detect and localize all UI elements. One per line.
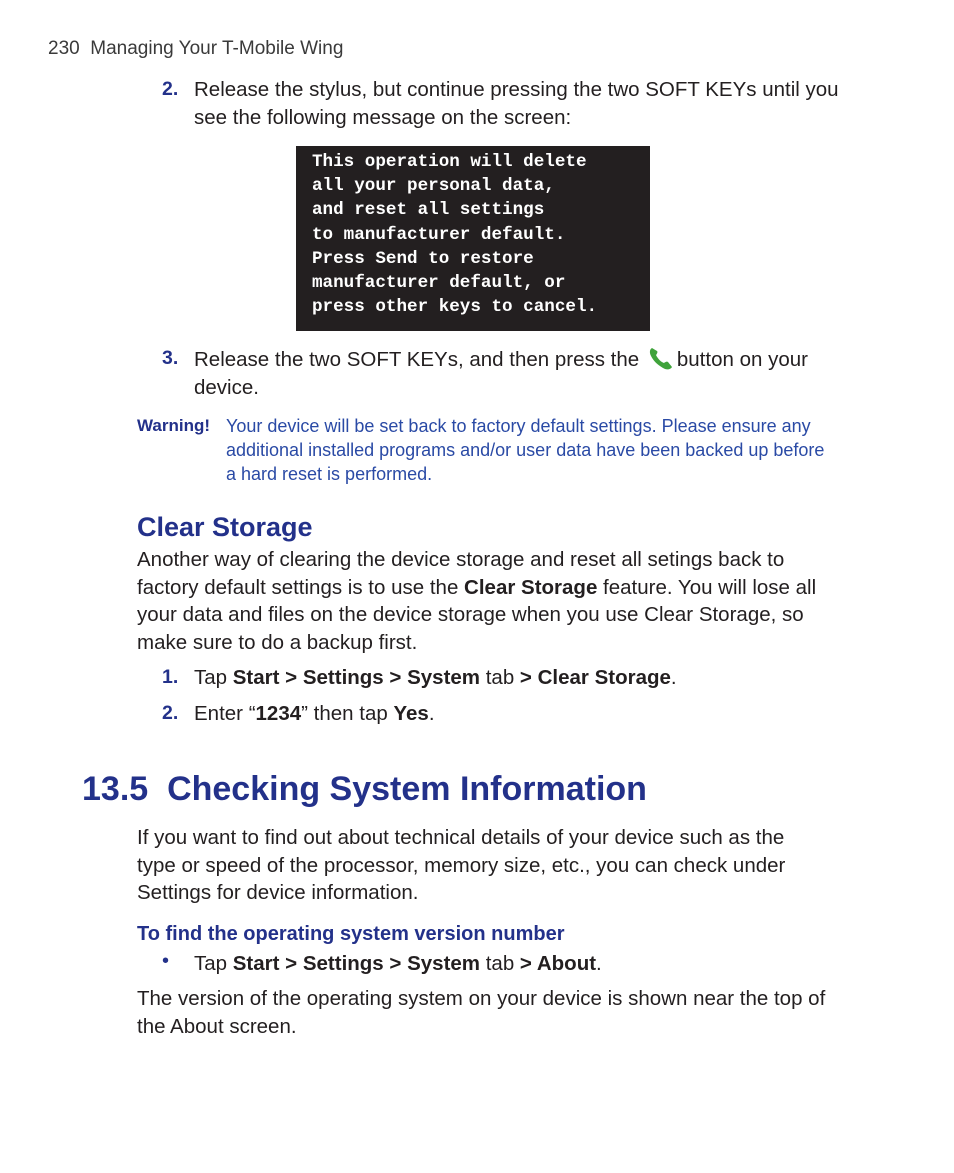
t: >	[383, 666, 408, 689]
t: System	[407, 666, 481, 689]
t: Start	[232, 952, 280, 975]
t: Settings	[302, 666, 384, 689]
para-line: The version of the operating system on your device is shown near the top of	[137, 987, 826, 1010]
para-text: factory default settings is to use the	[137, 575, 465, 599]
chapter-title: Managing Your T-Mobile Wing	[90, 38, 344, 59]
closing-paragraph	[137, 985, 897, 1040]
para-bold: Clear Storage	[464, 575, 598, 599]
t: 1234	[255, 702, 302, 725]
para-line: the About screen.	[137, 1014, 297, 1038]
t: Start	[232, 666, 280, 689]
step-number: 1.	[162, 666, 179, 688]
screen-line: This operation will delete	[312, 152, 587, 172]
step-line: see the following message on the screen:	[194, 105, 572, 129]
screen-line: Press Send to restore	[312, 248, 534, 269]
warning-line: a hard reset is performed.	[226, 464, 433, 484]
warning-label: Warning!	[137, 416, 211, 435]
step-number: 2.	[162, 702, 179, 724]
para-line: Settings for device information.	[137, 881, 419, 904]
t: tab	[480, 666, 520, 689]
procedure-step	[194, 950, 602, 978]
t: Clear Storage	[537, 666, 671, 689]
section-paragraph	[137, 824, 877, 907]
step-line: Release the stylus, but continue pressing the two SOFT KEYs until you	[194, 78, 839, 101]
t: >	[383, 952, 408, 975]
t: >	[519, 952, 537, 975]
procedure-heading: To find the operating system version number	[137, 923, 565, 945]
step-line	[194, 345, 808, 374]
para-line: your data and files on the device storage when you use Clear Storage, so	[137, 603, 804, 626]
t: Yes	[393, 702, 429, 725]
screen-line: to manufacturer default.	[312, 224, 566, 245]
step-text	[194, 76, 839, 131]
bullet-mark: •	[162, 950, 170, 972]
section-heading: 13.5 Checking System Information	[82, 770, 647, 808]
para-line: type or speed of the processor, memory size, etc., you can check under	[137, 853, 786, 877]
t: System	[407, 952, 481, 975]
t: .	[596, 952, 602, 975]
step-text-part: Release the two SOFT KEYs, and then press the	[194, 348, 640, 371]
reset-screen-message	[296, 146, 650, 331]
t: About	[536, 952, 597, 975]
t: .	[428, 702, 435, 725]
t: .	[670, 666, 677, 689]
para-line: If you want to find out about technical details of your device such as the	[137, 826, 785, 849]
t: ” then tap	[301, 702, 394, 725]
screen-line: and reset all settings	[312, 200, 545, 221]
clear-storage-step-2	[194, 700, 435, 728]
step-text	[194, 345, 808, 401]
t: tab	[480, 952, 520, 975]
screen-line: press other keys to cancel.	[312, 297, 598, 318]
clear-storage-paragraph	[137, 546, 877, 656]
warning-line: Your device will be set back to factory default settings. Please ensure any	[226, 416, 811, 436]
para-line	[137, 574, 877, 602]
para-line: make sure to do a backup first.	[137, 630, 418, 654]
warning-text	[226, 414, 866, 486]
t: >	[519, 666, 538, 689]
t: Tap	[194, 666, 233, 689]
page-header	[48, 38, 343, 60]
step-line: device.	[194, 375, 259, 399]
t: >	[279, 952, 303, 975]
step-text-part: button on your	[676, 348, 808, 371]
clear-storage-heading: Clear Storage	[137, 512, 313, 542]
page-number: 230	[48, 38, 80, 59]
phone-icon	[647, 345, 675, 371]
screen-line: all your personal data,	[312, 176, 555, 197]
para-text: feature. You will lose all	[597, 575, 817, 599]
t: Settings	[302, 952, 384, 975]
t: >	[279, 666, 303, 689]
screen-line: manufacturer default, or	[312, 273, 566, 294]
step-number: 3.	[162, 347, 179, 369]
para-line: Another way of clearing the device storage and reset all setings back to	[137, 548, 785, 571]
t: Tap	[194, 952, 233, 975]
clear-storage-step-1	[194, 664, 677, 692]
step-number: 2.	[162, 78, 179, 100]
t: Enter “	[194, 702, 256, 725]
warning-line: additional installed programs and/or user data have been backed up before	[226, 440, 825, 460]
